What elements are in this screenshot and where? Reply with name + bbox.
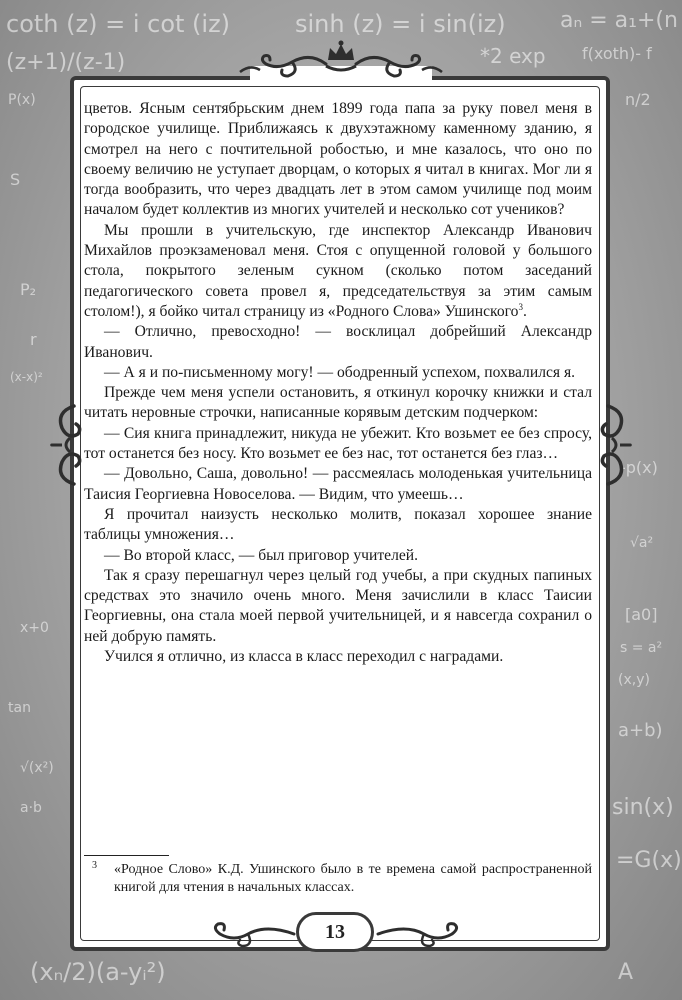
right-scroll-ornament xyxy=(590,398,634,492)
footnote-divider xyxy=(84,855,169,856)
bg-formula: [a0] xyxy=(625,605,658,624)
paragraph: — Довольно, Саша, довольно! — рассмеялась молоденькая учительница Таисия Георгиевна Новоселова. — Видим, что умеешь… xyxy=(84,465,592,503)
paragraph: Прежде чем меня успели остановить, я откинул корочку книжки и стал читать неровные строчки, написанные корявым детским подчерком: xyxy=(84,384,592,422)
paragraph-text: Мы прошли в учительскую, где инспектор Александр Иванович Михайлов проэкзаменовал меня. Стоя с опущенной головой у большого стола, покрытого зеленым сукном (сколько потом заседаний педагогического совета провел я, председательствуя за этим самым столом!), я бойко читал страницу из «Родного Слова» Ушинского xyxy=(84,221,592,320)
bottom-right-scroll-ornament xyxy=(376,916,476,950)
bg-formula: -p(x) xyxy=(620,458,658,477)
bg-formula: *2 exp xyxy=(480,44,546,68)
bg-formula: a+b) xyxy=(618,720,663,741)
bg-formula: P(x) xyxy=(8,92,36,108)
bg-formula: A xyxy=(618,960,634,985)
bg-formula: tan xyxy=(8,700,31,716)
paragraph: Так я сразу перешагнул через целый год учебы, а при скудных папиных средствах это значило очень много. Меня зачислили в класс Таисии Георгиевны, она стала моей первой учительницей, и я навсегда сохранил о ней добрую память. xyxy=(84,566,592,645)
bottom-left-scroll-ornament xyxy=(196,916,296,950)
bg-formula: n/2 xyxy=(625,90,651,109)
bg-formula: √(x²) xyxy=(20,760,54,776)
bg-formula: (x,y) xyxy=(618,672,650,688)
paragraph: — А я и по-письменному могу! — ободренный успехом, похвалился я. xyxy=(104,363,576,381)
paragraph: — Во второй класс, — был приговор учителей. xyxy=(104,546,419,564)
bg-formula: (x-x)² xyxy=(10,370,43,384)
page-number: 13 xyxy=(296,912,374,952)
footnote-reference: 3 xyxy=(518,301,523,312)
bg-formula: √a² xyxy=(630,535,654,551)
paragraph-tail: . xyxy=(522,302,527,320)
bg-formula: f(xoth)- f xyxy=(582,44,652,63)
bg-formula: sin(x) xyxy=(612,795,674,820)
bg-formula: S xyxy=(10,170,21,189)
bg-formula: x+0 xyxy=(20,620,49,636)
paragraph: — Сия книга принадлежит, никуда не убежит. Кто возьмет ее без спросу, тот останется без носу. Кто возьмет ее без нас, тот останется без глаз… xyxy=(84,424,592,463)
bg-formula: =G(x) xyxy=(616,848,682,873)
bg-formula: coth (z) = i cot (iz) xyxy=(6,10,231,38)
paragraph xyxy=(84,221,592,322)
bg-formula: a·b xyxy=(20,800,42,816)
bg-formula: r xyxy=(30,330,37,349)
footnote-text: «Родное Слово» К.Д. Ушинского было в те времена самой распространенной книгой для чтения в начальных классах. xyxy=(114,862,592,895)
bg-formula: sinh (z) = i sin(iz) xyxy=(295,10,506,38)
paragraph: Я прочитал наизусть несколько молитв, показал хорошее знание таблицы умножения… xyxy=(84,505,592,544)
bg-formula: aₙ = a₁+(n xyxy=(560,8,678,33)
body-text xyxy=(84,99,592,667)
top-crown-ornament xyxy=(230,38,452,86)
paragraph: Учился я отлично, из класса в класс переходил с наградами. xyxy=(104,648,504,666)
footnote xyxy=(84,861,592,897)
bg-formula: P₂ xyxy=(20,280,37,299)
bg-formula: (xₙ/2)(a-yᵢ²) xyxy=(30,958,166,986)
paragraph: цветов. Ясным сентябрьским днем 1899 года папа за руку повел меня в городское училище. Приближаясь к двухэтажному каменному зданию, я смотрел на него с почтительной робостью, и мне казалось, что оно по своему величию не уступает дворцам, о которых я читал в книгах. Мог ли я тогда вообразить, что через двадцать лет в этом самом училище под моим началом будет коллектив из многих учителей и несколько сот учеников? xyxy=(84,100,592,219)
paragraph: — Отлично, превосходно! — восклицал добрейший Александр Иванович. xyxy=(84,323,592,361)
bg-formula: (z+1)/(z-1) xyxy=(6,50,126,75)
footnote-number: 3 xyxy=(92,860,97,871)
bg-formula: s = a² xyxy=(620,640,663,656)
